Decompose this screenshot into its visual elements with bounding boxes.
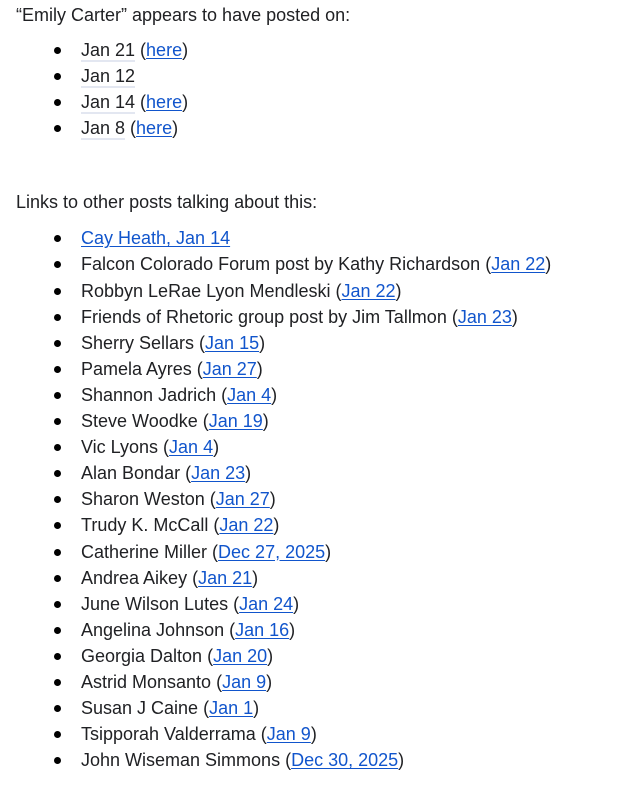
links-heading: Links to other posts talking about this:: [16, 192, 318, 213]
poster-name: Falcon Colorado Forum post by Kathy Richardson: [81, 254, 481, 275]
poster-name: John Wiseman Simmons: [81, 750, 281, 771]
poster-name: Astrid Monsanto: [81, 671, 212, 692]
post-date-link[interactable]: Jan 22: [219, 515, 274, 536]
list-item: [16, 225, 631, 251]
poster-name: Alan Bondar: [81, 463, 181, 484]
list-item: Angelina Johnson (Jan 16): [16, 617, 631, 643]
post-date-link[interactable]: Jan 24: [239, 593, 294, 614]
poster-name: Sherry Sellars: [81, 332, 195, 353]
list-item: Tsipporah Valderrama (Jan 9): [16, 721, 631, 747]
list-item: Georgia Dalton (Jan 20): [16, 643, 631, 669]
post-date-link[interactable]: Jan 9: [266, 724, 311, 745]
list-item: Jan 8 (here): [16, 115, 631, 141]
poster-name: Andrea Aikey: [81, 567, 188, 588]
poster-name: Georgia Dalton: [81, 645, 203, 666]
post-date: Jan 14: [81, 92, 136, 113]
poster-name: Pamela Ayres: [81, 358, 192, 379]
post-date-link[interactable]: Jan 22: [491, 254, 546, 275]
post-date-link[interactable]: Jan 4: [169, 437, 214, 458]
poster-name: Robbyn LeRae Lyon Mendleski: [81, 280, 331, 301]
post-date-link[interactable]: Jan 23: [457, 306, 512, 327]
poster-name: Trudy K. McCall: [81, 515, 209, 536]
list-item: Shannon Jadrich (Jan 4): [16, 382, 631, 408]
spacer: [16, 141, 631, 189]
list-item: Catherine Miller (Dec 27, 2025): [16, 539, 631, 565]
post-date: Jan 8: [81, 118, 126, 139]
post-date-link[interactable]: Jan 19: [208, 411, 263, 432]
post-link[interactable]: here: [146, 92, 183, 113]
poster-name: Susan J Caine: [81, 698, 199, 719]
list-item: Robbyn LeRae Lyon Mendleski (Jan 22): [16, 278, 631, 304]
post-date-link[interactable]: Jan 15: [205, 332, 260, 353]
list-item: Steve Woodke (Jan 19): [16, 408, 631, 434]
posts-list: [16, 37, 631, 141]
post-date-link[interactable]: Dec 30, 2025: [291, 750, 399, 771]
list-item: Susan J Caine (Jan 1): [16, 695, 631, 721]
list-item: June Wilson Lutes (Jan 24): [16, 591, 631, 617]
post-date-link[interactable]: Jan 21: [198, 567, 253, 588]
post-date-link[interactable]: Jan 27: [202, 358, 257, 379]
list-item: Andrea Aikey (Jan 21): [16, 565, 631, 591]
list-item: Alan Bondar (Jan 23): [16, 460, 631, 486]
post-link[interactable]: here: [146, 40, 183, 60]
list-item: Pamela Ayres (Jan 27): [16, 356, 631, 382]
list-item: Friends of Rhetoric group post by Jim Tallmon (Jan 23): [16, 304, 631, 330]
poster-name: Vic Lyons: [81, 437, 159, 458]
poster-name: Friends of Rhetoric group post by Jim Tallmon: [81, 306, 447, 327]
poster-name: Steve Woodke: [81, 411, 198, 432]
post-date-link[interactable]: Jan 22: [341, 280, 396, 301]
list-item: Jan 21 (here): [16, 37, 631, 63]
poster-name: Shannon Jadrich: [81, 384, 217, 405]
post-date-link[interactable]: Dec 27, 2025: [218, 541, 326, 562]
post-date: Jan 21: [81, 40, 136, 60]
list-item: Astrid Monsanto (Jan 9): [16, 669, 631, 695]
poster-name: Angelina Johnson: [81, 619, 225, 640]
post-date-link[interactable]: Jan 9: [222, 671, 267, 692]
posts-heading: “Emily Carter” appears to have posted on:: [16, 5, 351, 25]
list-item: Trudy K. McCall (Jan 22): [16, 512, 631, 538]
poster-name: Tsipporah Valderrama: [81, 724, 256, 745]
post-date-link[interactable]: Jan 27: [215, 489, 270, 510]
list-item: Sharon Weston (Jan 27): [16, 486, 631, 512]
list-item: Jan 14 (here): [16, 89, 631, 115]
post-date-link[interactable]: Jan 20: [213, 645, 268, 666]
post-date-link[interactable]: Jan 16: [235, 619, 290, 640]
list-item: John Wiseman Simmons (Dec 30, 2025): [16, 747, 631, 773]
post-date-link[interactable]: Jan 1: [209, 698, 254, 719]
list-item: Falcon Colorado Forum post by Kathy Richardson (Jan 22): [16, 251, 631, 277]
poster-name: Catherine Miller: [81, 541, 208, 562]
related-posts-list: [16, 225, 631, 773]
post-date-link[interactable]: Jan 23: [191, 463, 246, 484]
list-item: Vic Lyons (Jan 4): [16, 434, 631, 460]
list-item: [16, 63, 631, 89]
poster-name: June Wilson Lutes: [81, 593, 229, 614]
post-date: Jan 12: [81, 66, 136, 87]
related-post-link[interactable]: Cay Heath, Jan 14: [81, 228, 231, 249]
poster-name: Sharon Weston: [81, 489, 205, 510]
list-item: Sherry Sellars (Jan 15): [16, 330, 631, 356]
post-date-link[interactable]: Jan 4: [227, 384, 272, 405]
post-link[interactable]: here: [136, 118, 173, 139]
